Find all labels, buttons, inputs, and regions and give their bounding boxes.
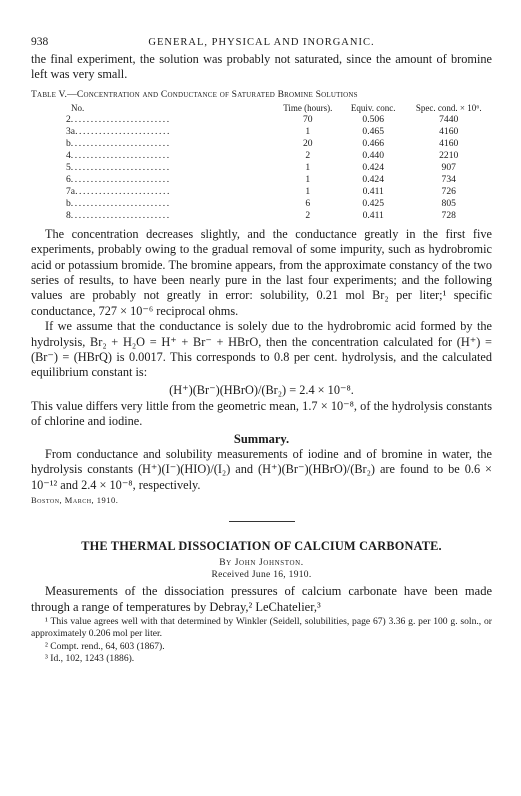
footnote-2: ² Compt. rend., 64, 603 (1867).: [45, 640, 165, 652]
paragraph-hydrolysis: If we assume that the conductance is solely due to the hydrobromic acid formed by the hydrolysis, Br₂ + H₂O = H⁺ + Br⁻ + HBrO, then the concentration calculated for (H⁺) = (Br⁻) = (HBrQ) is 0.0017. This corresponds to 0.8 per cent. hydrolysis, and the calculated equilibrium constant is:: [31, 319, 492, 380]
table-row: [31, 150, 489, 162]
cell-cond: 4160: [439, 125, 459, 137]
dot-leader: .........................: [70, 113, 171, 125]
summary-heading: Summary.: [233, 431, 290, 446]
dot-leader: .........................: [70, 149, 171, 161]
received-date: Received June 16, 1910.: [211, 569, 312, 580]
cell-no: 3a: [66, 125, 76, 137]
cell-time: 1: [305, 125, 311, 137]
summary-text: From conductance and solubility measurements of iodine and of bromine in water, the hydrolysis constants (H⁺)(I⁻)(HIO)/(I₂) and (H⁺)(Br⁻)(HBrO)/(Br₂) are found to be 0.6 × 10⁻¹² and 2.4 × 10⁻⁸, respectively.: [31, 446, 492, 492]
cell-conc: 0.506: [362, 113, 385, 125]
table-row: [31, 198, 489, 210]
cell-time: 20: [303, 137, 313, 149]
intro-paragraph: the final experiment, the solution was probably not saturated, since the amount of bromine left was very small.: [31, 52, 492, 82]
table-row: [31, 126, 489, 138]
table-row: [31, 138, 489, 150]
cell-conc: 0.440: [362, 149, 385, 161]
cell-conc: 0.424: [362, 161, 385, 173]
cell-no: b: [66, 197, 71, 209]
dot-leader: ........................: [75, 185, 172, 197]
table-row: [31, 186, 489, 198]
page-header: [31, 36, 492, 52]
table-caption-label: Table V.: [31, 88, 68, 100]
cell-cond: 4160: [439, 137, 459, 149]
dot-leader: .........................: [70, 161, 171, 173]
section-divider: [229, 521, 295, 522]
article-byline: By John Johnston.: [219, 557, 304, 568]
cell-time: 6: [305, 197, 311, 209]
table-caption-text: —Concentration and Conductance of Saturated Bromine Solutions: [67, 88, 358, 100]
cell-no: 6: [66, 173, 71, 185]
table-row: [31, 114, 489, 126]
column-header-no: No.: [71, 102, 85, 113]
cell-cond: 2210: [439, 149, 459, 161]
article-opening: Measurements of the dissociation pressures of calcium carbonate have been made through a range of temperatures by Debray,² LeChatelier,³: [31, 583, 492, 614]
table-row: [31, 162, 489, 174]
dot-leader: .........................: [70, 209, 171, 221]
footnote-1: ¹ This value agrees well with that determined by Winkler (Seidell, solubilities, page 67) 3.36 g. per 100 g. soln., or approximately 0.206 mol per liter.: [31, 616, 492, 640]
cell-no: 5: [66, 161, 71, 173]
equation: (H⁺)(Br⁻)(HBrO)/(Br₂) = 2.4 × 10⁻⁸.: [169, 382, 354, 397]
cell-time: 1: [305, 173, 311, 185]
dot-leader: ........................: [75, 125, 172, 137]
cell-cond: 805: [441, 197, 456, 209]
cell-no: b: [66, 137, 71, 149]
cell-time: 2: [305, 209, 311, 221]
cell-cond: 734: [441, 173, 456, 185]
cell-time: 70: [303, 113, 313, 125]
paragraph-geometric-mean: This value differs very little from the geometric mean, 1.7 × 10⁻⁸, of the hydrolysis constants of chlorine and iodine.: [31, 398, 492, 429]
cell-time: 1: [305, 161, 311, 173]
cell-conc: 0.411: [362, 209, 384, 221]
cell-conc: 0.411: [362, 185, 384, 197]
dot-leader: .........................: [70, 137, 171, 149]
cell-no: 4: [66, 149, 71, 161]
cell-no: 8: [66, 209, 71, 221]
location-date: Boston, March, 1910.: [31, 494, 119, 505]
cell-no: 2: [66, 113, 71, 125]
cell-conc: 0.424: [362, 173, 385, 185]
cell-conc: 0.466: [362, 137, 385, 149]
table-row: [31, 174, 489, 186]
table-caption: [31, 89, 492, 100]
cell-time: 2: [305, 149, 311, 161]
cell-conc: 0.465: [362, 125, 385, 137]
cell-cond: 907: [441, 161, 456, 173]
table-header-row: [31, 103, 489, 114]
dot-leader: .........................: [70, 197, 171, 209]
article-title: THE THERMAL DISSOCIATION OF CALCIUM CARBONATE.: [81, 538, 442, 553]
cell-cond: 7440: [439, 113, 459, 125]
column-header-cond: Spec. cond. × 10⁶.: [415, 102, 482, 113]
data-table: [31, 103, 489, 222]
journal-page: [31, 36, 492, 665]
cell-cond: 728: [441, 209, 456, 221]
cell-time: 1: [305, 185, 311, 197]
column-header-conc: Equiv. conc.: [350, 102, 396, 113]
cell-conc: 0.425: [362, 197, 385, 209]
page-number: 938: [31, 36, 49, 48]
footnote-3: ³ Id., 102, 1243 (1886).: [45, 652, 135, 664]
cell-no: 7a: [66, 185, 76, 197]
cell-cond: 726: [441, 185, 456, 197]
dot-leader: .........................: [70, 173, 171, 185]
table-row: [31, 210, 489, 222]
running-title: GENERAL, PHYSICAL AND INORGANIC.: [148, 37, 375, 48]
paragraph-concentration: The concentration decreases slightly, and the conductance greatly in the first five experiments, probably owing to the gradual removal of some impurity, such as hydrobromic acid or potassium bromide. The bromine appears, from the approximate constancy of the two series of results, to have been nearly pure in the last four experiments; and the following values are probably not greatly in error: solubility, 0.21 mol Br₂ per liter;¹ specific conductance, 727 × 10⁻⁶ reciprocal ohms.: [31, 226, 492, 318]
column-header-time: Time (hours).: [283, 102, 333, 113]
